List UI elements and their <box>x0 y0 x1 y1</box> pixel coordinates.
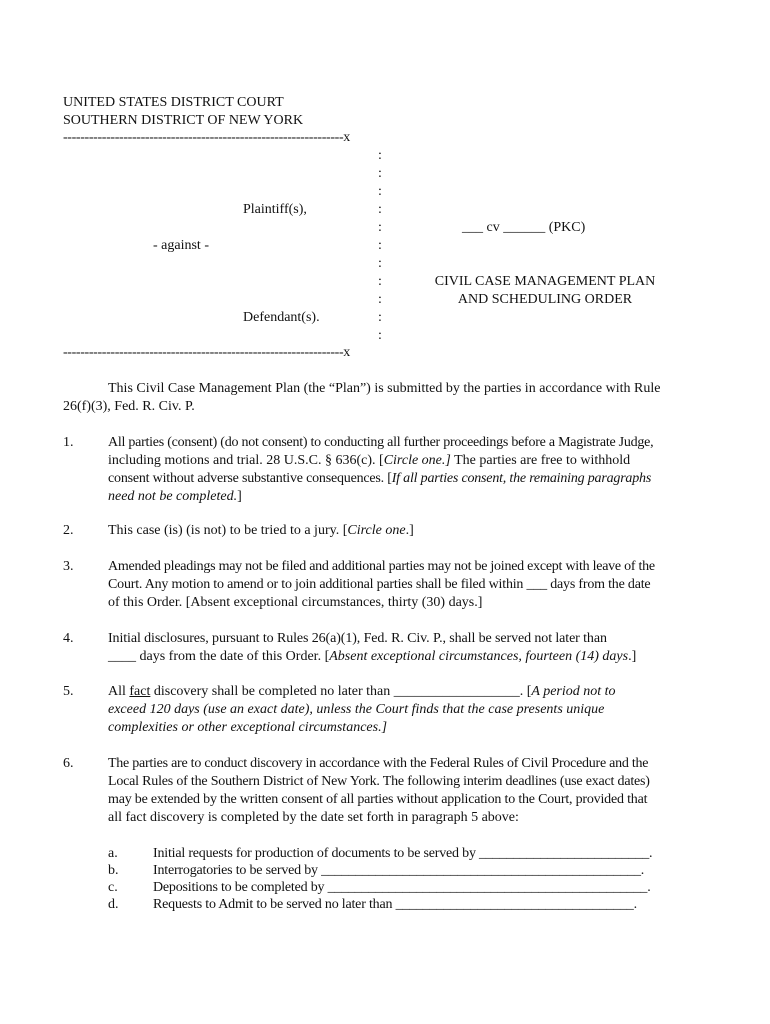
caption-colon: : <box>378 292 382 307</box>
p6-line4: all fact discovery is completed by the date set forth in paragraph 5 above: <box>108 810 519 825</box>
p4-line2-italic: Absent exceptional circumstances, fourteen (14) days <box>329 649 629 664</box>
court-name-line2: SOUTHERN DISTRICT OF NEW YORK <box>63 113 304 128</box>
p1-line2-rest: The parties are free to withhold <box>450 453 631 468</box>
caption-colon: : <box>378 274 382 289</box>
list-item-depositions: Depositions to be completed by _______________________________________________. <box>153 880 651 895</box>
list-item-letter: a. <box>108 846 118 861</box>
list-item-requests-to-admit: Requests to Admit to be served no later than ___________________________________. <box>153 897 637 912</box>
paragraph-number: 1. <box>63 435 74 450</box>
defendant-label: Defendant(s). <box>243 310 320 325</box>
caption-bottom-rule: -----------------------------------------------------------------x <box>63 345 350 360</box>
p5-line1-italic: A period not to <box>531 684 616 699</box>
p2-text: This case (is) (is not) to be tried to a jury. [ <box>108 523 348 538</box>
p1-line4 <box>108 488 242 506</box>
p1-circle-one: Circle one.] <box>383 453 451 468</box>
p1-line3 <box>108 470 651 488</box>
paragraph-number: 3. <box>63 559 74 574</box>
intro-line1: This Civil Case Management Plan (the “Plan”) is submitted by the parties in accordance with Rule <box>108 381 661 396</box>
p6-line1: The parties are to conduct discovery in accordance with the Federal Rules of Civil Procedure and the <box>108 756 649 771</box>
p3-line3: of this Order. [Absent exceptional circumstances, thirty (30) days.] <box>108 595 483 610</box>
caption-colon: : <box>378 184 382 199</box>
p1-line2 <box>108 452 630 470</box>
case-number: ___ cv ______ (PKC) <box>462 220 586 235</box>
caption-colon: : <box>378 238 382 253</box>
caption-colon: : <box>378 148 382 163</box>
p4-line1: Initial disclosures, pursuant to Rules 26(a)(1), Fed. R. Civ. P., shall be served not later than <box>108 631 607 646</box>
list-item-production-requests: Initial requests for production of documents to be served by _________________________. <box>153 846 653 861</box>
caption-colon: : <box>378 256 382 271</box>
p5-line1-mid: discovery shall be completed no later than __________________. [ <box>150 684 532 699</box>
caption-colon: : <box>378 202 382 217</box>
against-label: - against - <box>153 238 209 253</box>
paragraph-number: 2. <box>63 523 74 538</box>
p3-line2: Court. Any motion to amend or to join additional parties shall be filed within ___ days from the date <box>108 577 651 592</box>
p5-line2: exceed 120 days (use an exact date), unless the Court finds that the case presents unique <box>108 702 605 717</box>
p4-line2 <box>108 648 636 666</box>
document-title-line2: AND SCHEDULING ORDER <box>457 292 633 307</box>
caption-colon: : <box>378 328 382 343</box>
p2-line1 <box>108 522 414 540</box>
list-item-interrogatories: Interrogatories to be served by _______________________________________________. <box>153 863 645 878</box>
paragraph-number: 4. <box>63 631 74 646</box>
caption-colon: : <box>378 166 382 181</box>
caption-colon: : <box>378 310 382 325</box>
p5-fact-underlined: fact <box>129 684 151 699</box>
p5-line1-text: All <box>108 684 130 699</box>
p1-line4-end: ] <box>237 489 242 504</box>
court-name-line1: UNITED STATES DISTRICT COURT <box>63 95 284 110</box>
p1-line4-italic: need not be completed. <box>108 489 238 504</box>
p2-end: .] <box>405 523 414 538</box>
p6-line3: may be extended by the written consent of all parties without application to the Court, provided that <box>108 792 648 807</box>
p2-italic: Circle one <box>347 523 406 538</box>
p3-line1: Amended pleadings may not be filed and additional parties may not be joined except with leave of the <box>108 559 655 574</box>
caption-colon: : <box>378 220 382 235</box>
p4-line2-end: .] <box>628 649 637 664</box>
p1-line2-text: including motions and trial. 28 U.S.C. § 636(c). [ <box>108 453 384 468</box>
intro-line2: 26(f)(3), Fed. R. Civ. P. <box>63 399 195 414</box>
list-item-letter: d. <box>108 897 119 912</box>
paragraph-number: 5. <box>63 684 74 699</box>
p6-line2: Local Rules of the Southern District of New York. The following interim deadlines (use exact dates) <box>108 774 650 789</box>
list-item-letter: c. <box>108 880 118 895</box>
plaintiff-label: Plaintiff(s), <box>243 202 307 217</box>
p5-line1 <box>108 683 616 701</box>
caption-top-rule: -----------------------------------------------------------------x <box>63 130 350 145</box>
p5-line3: complexities or other exceptional circumstances.] <box>108 720 388 735</box>
p1-line1: All parties (consent) (do not consent) to conducting all further proceedings before a Magistrate Judge, <box>108 435 654 450</box>
list-item-letter: b. <box>108 863 119 878</box>
paragraph-number: 6. <box>63 756 74 771</box>
p1-line3-italic: If all parties consent, the remaining paragraphs <box>391 471 652 486</box>
document-title-line1: CIVIL CASE MANAGEMENT PLAN <box>434 274 656 289</box>
p4-line2-text: ____ days from the date of this Order. [ <box>108 649 330 664</box>
p1-line3-text: consent without adverse substantive consequences. [ <box>108 471 392 486</box>
